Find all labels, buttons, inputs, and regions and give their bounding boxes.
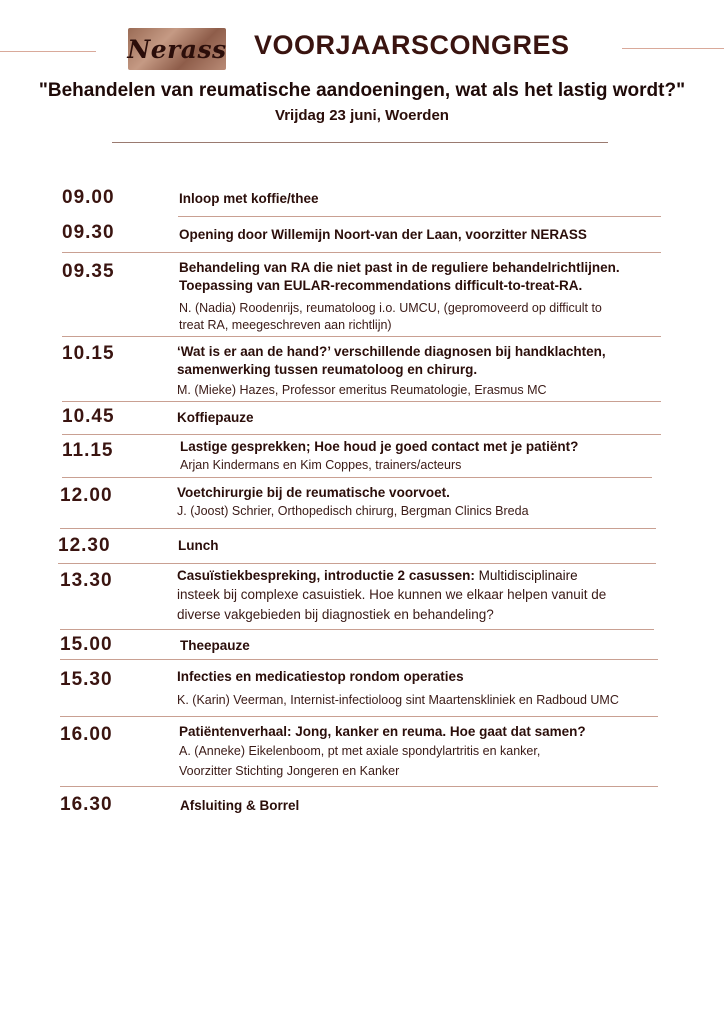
row-divider [60, 786, 658, 787]
time-1230: 12.30 [58, 535, 111, 556]
row-divider [60, 716, 658, 717]
item-title-1115: Lastige gesprekken; Hoe houd je goed contact met je patiënt? [180, 439, 579, 454]
row-divider [62, 434, 661, 435]
logo-text: Nerass [127, 34, 227, 64]
row-divider [178, 216, 661, 217]
speaker-1015: M. (Mieke) Hazes, Professor emeritus Reumatologie, Erasmus MC [177, 383, 547, 397]
header-divider [112, 142, 608, 143]
time-1015: 10.15 [62, 343, 115, 364]
row-divider [62, 252, 661, 253]
item-title-0935-line2: Toepassing van EULAR-recommendations difficult-to-treat-RA. [179, 278, 583, 293]
time-1600: 16.00 [60, 724, 113, 745]
time-1500: 15.00 [60, 634, 113, 655]
speaker-0935-line1: N. (Nadia) Roodenrijs, reumatoloog i.o. UMCU, (gepromoveerd op difficult to [179, 301, 602, 315]
time-1115: 11.15 [62, 440, 114, 461]
item-text-1330-line2: insteek bij complexe casuistiek. Hoe kunnen we elkaar helpen vanuit de [177, 587, 607, 602]
row-divider [60, 528, 656, 529]
item-title-1500: Theepauze [180, 638, 250, 653]
time-0930: 09.30 [62, 222, 115, 243]
item-title-1330-rest: Multidisciplinaire [474, 568, 578, 583]
item-title-1630: Afsluiting & Borrel [180, 798, 300, 813]
page-title: VOORJAARSCONGRES [254, 30, 570, 60]
row-divider [62, 477, 652, 478]
speaker-1600-line2: Voorzitter Stichting Jongeren en Kanker [179, 764, 400, 778]
decorative-line-left [0, 51, 96, 52]
item-text-1330-line3: diverse vakgebieden bij diagnostiek en behandeling? [177, 607, 494, 622]
speaker-1530: K. (Karin) Veerman, Internist-infectioloog sint Maartenskliniek en Radboud UMC [177, 693, 619, 707]
time-0935: 09.35 [62, 261, 115, 282]
item-title-1330-line1 [177, 566, 578, 585]
time-0900: 09.00 [62, 187, 115, 208]
time-1200: 12.00 [60, 485, 113, 506]
event-date: Vrijdag 23 juni, Woerden [275, 107, 449, 124]
congress-subtitle: "Behandelen van reumatische aandoeningen, wat als het lastig wordt?" [38, 80, 686, 101]
nerass-logo [128, 28, 226, 70]
row-divider [60, 629, 654, 630]
decorative-line-right [622, 48, 724, 49]
item-title-1015-line1: ‘Wat is er aan de hand?’ verschillende diagnosen bij handklachten, [177, 344, 606, 359]
time-1330: 13.30 [60, 570, 113, 591]
row-divider [62, 336, 661, 337]
item-title-1200: Voetchirurgie bij de reumatische voorvoet. [177, 485, 450, 500]
speaker-0935-line2: treat RA, meegeschreven aan richtlijn) [179, 318, 392, 332]
item-title-1530: Infecties en medicatiestop rondom operaties [177, 669, 464, 684]
time-1045: 10.45 [62, 406, 115, 427]
speaker-1200: J. (Joost) Schrier, Orthopedisch chirurg, Bergman Clinics Breda [177, 504, 529, 518]
item-title-1230: Lunch [178, 538, 219, 553]
time-1530: 15.30 [60, 669, 113, 690]
speaker-1115: Arjan Kindermans en Kim Coppes, trainers/acteurs [180, 458, 462, 472]
item-title-0930: Opening door Willemijn Noort-van der Laan, voorzitter NERASS [179, 227, 587, 242]
row-divider [58, 563, 656, 564]
item-title-0935-line1: Behandeling van RA die niet past in de reguliere behandelrichtlijnen. [179, 260, 620, 275]
speaker-1600-line1: A. (Anneke) Eikelenboom, pt met axiale spondylartritis en kanker, [179, 744, 541, 758]
time-1630: 16.30 [60, 794, 113, 815]
item-title-0900: Inloop met koffie/thee [179, 191, 319, 206]
item-title-1045: Koffiepauze [177, 410, 254, 425]
row-divider [62, 401, 661, 402]
item-title-1600: Patiëntenverhaal: Jong, kanker en reuma. Hoe gaat dat samen? [179, 724, 586, 739]
row-divider [60, 659, 658, 660]
item-title-1015-line2: samenwerking tussen reumatoloog en chirurg. [177, 362, 478, 377]
item-title-1330-bold: Casuïstiekbespreking, introductie 2 casussen: [177, 568, 475, 583]
